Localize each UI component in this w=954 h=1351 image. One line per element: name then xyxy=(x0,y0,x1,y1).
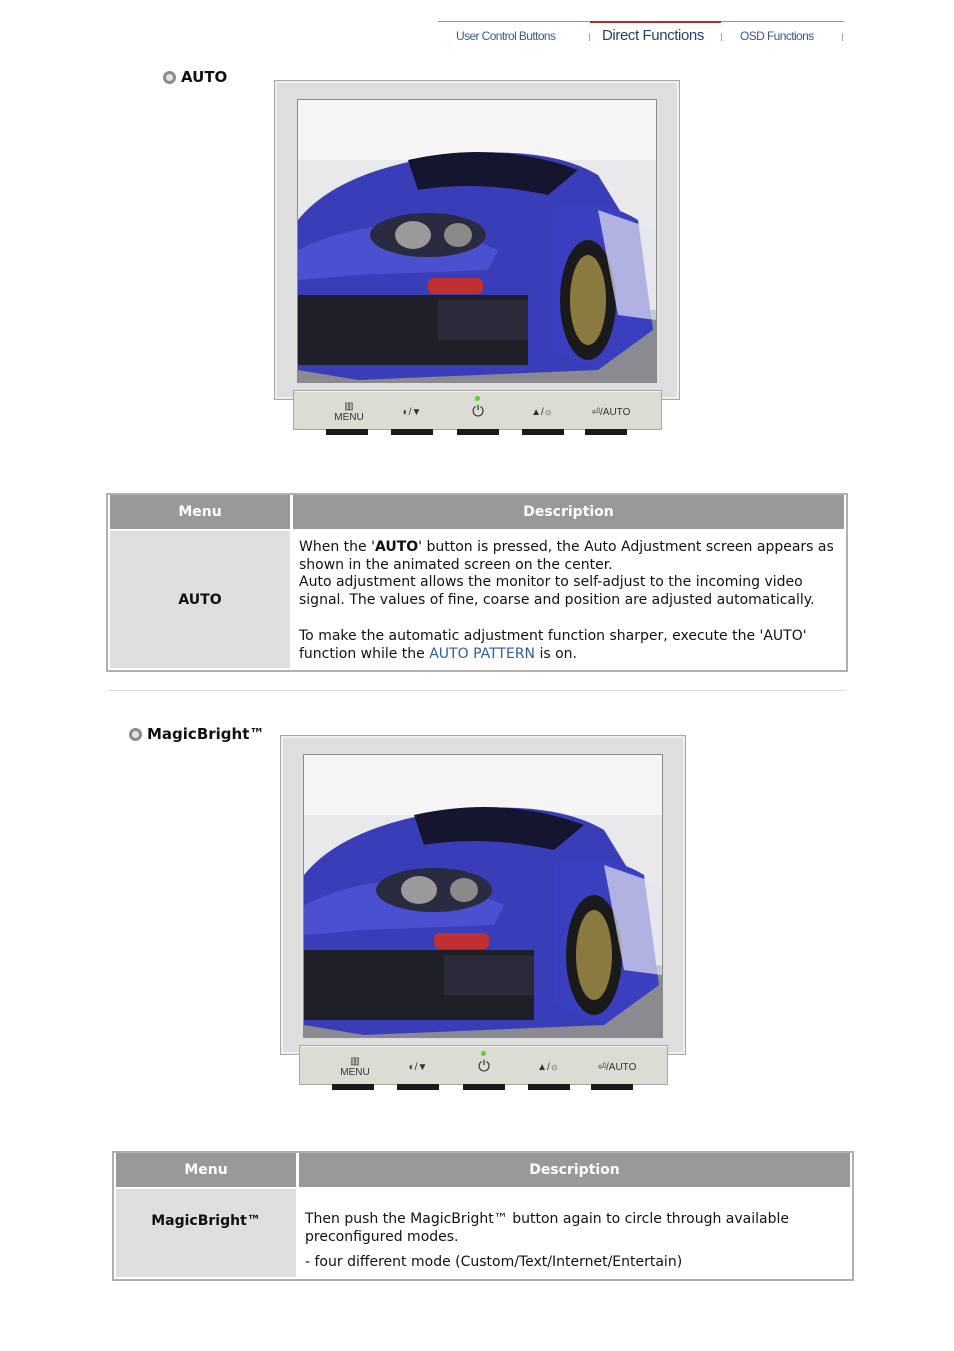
button-base xyxy=(585,429,627,435)
car-image xyxy=(304,755,662,1037)
up-brightness-icon: ▲/☼ xyxy=(537,1062,559,1073)
magicbright-description-table xyxy=(112,1151,854,1281)
section-divider xyxy=(108,690,846,691)
menu-cell-magicbright: MagicBright™ xyxy=(116,1189,296,1277)
function-tabs xyxy=(438,21,844,47)
power-button[interactable] xyxy=(468,403,488,420)
enter-icon: ⏎/ xyxy=(591,407,603,418)
menu-icon: ▥ xyxy=(344,401,354,412)
menu-button[interactable] xyxy=(338,1056,372,1078)
monitor-screen xyxy=(303,754,663,1038)
active-tab-indicator xyxy=(590,21,721,23)
desc-text: When the ' xyxy=(299,539,375,555)
table-header-menu: Menu xyxy=(110,495,290,529)
up-brightness-icon: ▲/☼ xyxy=(531,407,553,418)
enter-auto-button[interactable] xyxy=(582,407,640,418)
tab-direct-functions[interactable]: Direct Functions xyxy=(602,27,704,44)
enter-icon: ⏎/ xyxy=(597,1062,609,1073)
bullet-icon xyxy=(163,71,176,84)
power-button[interactable] xyxy=(474,1058,494,1075)
bullet-icon xyxy=(129,728,142,741)
desc-paragraph: Auto adjustment allows the monitor to self-adjust to the incoming video signal. The values of fine, coarse and position are adjusted automatically. xyxy=(299,574,815,609)
auto-button-label: AUTO xyxy=(608,1062,637,1073)
power-icon: ⏻ xyxy=(472,403,484,420)
desc-text: is on. xyxy=(535,645,578,662)
menu-icon: ▥ xyxy=(350,1056,360,1067)
monitor-screen xyxy=(297,99,657,383)
button-base xyxy=(522,429,564,435)
table-header-description: Description xyxy=(299,1153,850,1187)
power-led xyxy=(481,1051,486,1056)
car-image xyxy=(298,100,656,382)
section-title-text: MagicBright™ xyxy=(147,725,265,743)
tab-separator xyxy=(589,33,590,41)
button-base xyxy=(528,1084,570,1090)
auto-description-table xyxy=(106,493,848,672)
description-cell-auto xyxy=(299,539,839,663)
up-brightness-button[interactable] xyxy=(522,407,562,418)
button-base xyxy=(463,1084,505,1090)
magicbright-down-button[interactable] xyxy=(390,407,434,418)
button-base xyxy=(591,1084,633,1090)
tab-separator xyxy=(721,33,722,41)
table-header-menu: Menu xyxy=(116,1153,296,1187)
desc-paragraph: Then push the MagicBright™ button again to circle through available preconfigured modes. xyxy=(305,1211,789,1245)
enter-auto-button[interactable] xyxy=(588,1062,646,1073)
button-base xyxy=(326,429,368,435)
menu-button-label: MENU xyxy=(340,1067,370,1078)
monitor-illustration-magicbright xyxy=(280,735,686,1095)
desc-paragraph xyxy=(299,539,839,574)
desc-bold: AUTO xyxy=(374,539,419,555)
button-base xyxy=(332,1084,374,1090)
auto-pattern-link[interactable]: AUTO PATTERN xyxy=(429,645,536,662)
desc-text: To make the automatic adjustment function sharper, execute the 'AUTO' function while the xyxy=(299,627,807,662)
power-icon: ⏻ xyxy=(478,1058,490,1075)
monitor-control-panel xyxy=(299,1045,668,1085)
button-base xyxy=(391,429,433,435)
power-led xyxy=(475,396,480,401)
tab-separator xyxy=(842,33,843,41)
monitor-illustration-auto xyxy=(274,80,680,440)
section-title-magicbright xyxy=(129,725,264,743)
section-title-auto xyxy=(163,68,227,86)
monitor-control-panel xyxy=(293,390,662,430)
tab-osd-functions[interactable]: OSD Functions xyxy=(740,29,814,43)
section-title-text: AUTO xyxy=(181,68,228,86)
magicbright-down-icon: ◐/▼ xyxy=(402,407,422,418)
auto-button-label: AUTO xyxy=(602,407,631,418)
magicbright-down-icon: ◐/▼ xyxy=(408,1062,428,1073)
menu-button[interactable] xyxy=(332,401,366,423)
tab-user-control-buttons[interactable]: User Control Buttons xyxy=(456,29,556,43)
magicbright-down-button[interactable] xyxy=(396,1062,440,1073)
desc-paragraph: - four different mode (Custom/Text/Internet/Entertain) xyxy=(305,1254,683,1271)
table-header-description: Description xyxy=(293,495,844,529)
desc-paragraph xyxy=(299,628,839,663)
desc-text: ' button is pressed, the Auto Adjustment screen appears as shown in the animated screen on the center. xyxy=(299,539,834,573)
menu-button-label: MENU xyxy=(334,412,364,423)
button-base xyxy=(397,1084,439,1090)
menu-cell-auto: AUTO xyxy=(110,531,290,668)
description-cell-magicbright xyxy=(305,1211,845,1272)
up-brightness-button[interactable] xyxy=(528,1062,568,1073)
button-base xyxy=(457,429,499,435)
